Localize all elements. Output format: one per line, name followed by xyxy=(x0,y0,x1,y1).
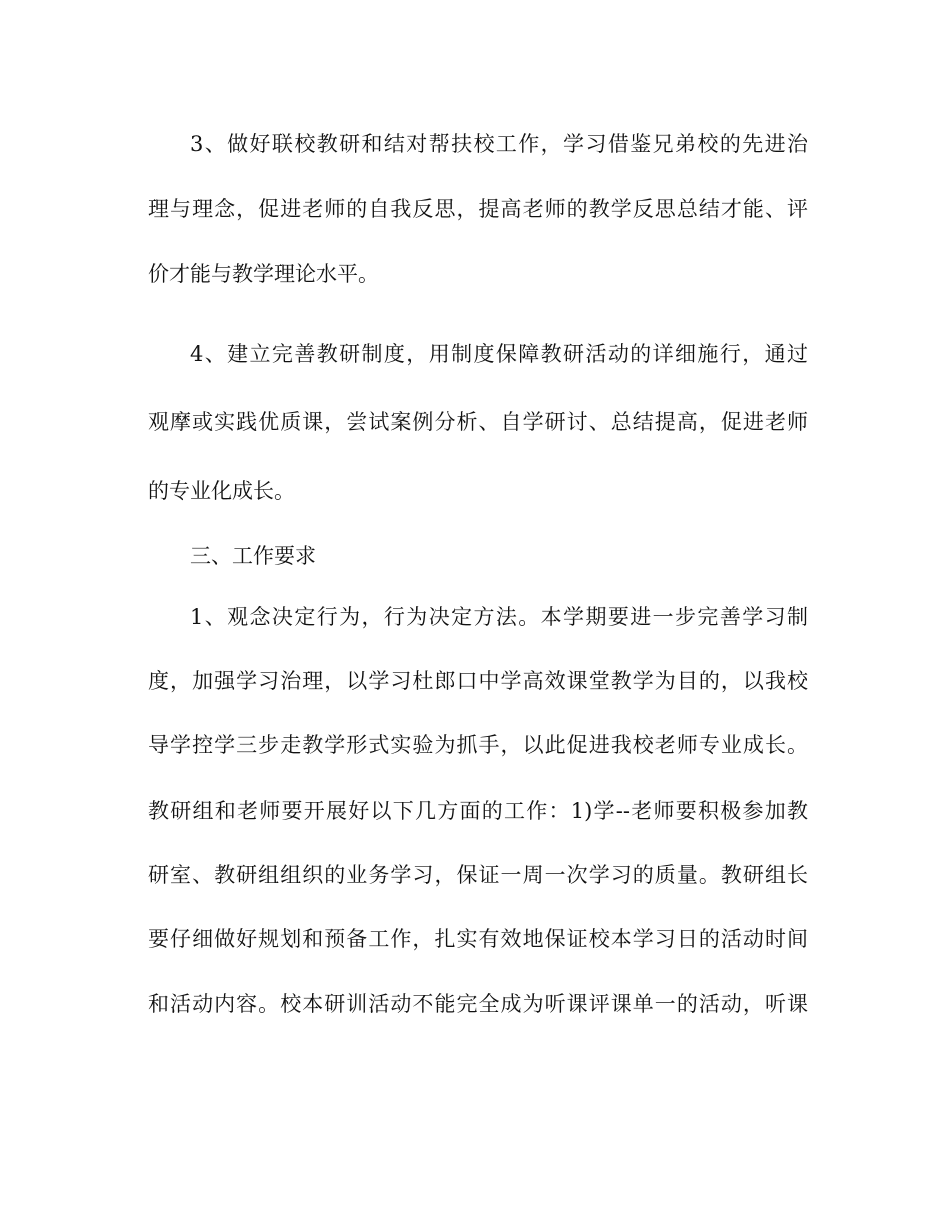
paragraph-3-line-3: 价才能与教学理论水平。 xyxy=(148,262,379,286)
paragraph-3-line-2: 理与理念，促进老师的自我反思，提高老师的教学反思总结才能、评 xyxy=(148,197,808,221)
section-heading-work-requirements: 三、工作要求 xyxy=(190,544,316,568)
requirement-1-line-5: 研室、教研组组织的业务学习，保证一周一次学习的质量。教研组长 xyxy=(148,863,808,887)
requirement-1-line-3: 导学控学三步走教学形式实验为抓手，以此促进我校老师专业成长。 xyxy=(148,733,808,757)
requirement-1-line-2: 度，加强学习治理，以学习杜郎口中学高效课堂教学为目的，以我校 xyxy=(148,669,808,693)
requirement-1-line-7: 和活动内容。校本研训活动不能完全成为听课评课单一的活动，听课 xyxy=(148,992,808,1016)
paragraph-4-line-2: 观摩或实践优质课，尝试案例分析、自学研讨、总结提高，促进老师 xyxy=(148,410,808,434)
paragraph-4-line-3: 的专业化成长。 xyxy=(148,479,295,503)
requirement-1-line-1: 1、观念决定行为，行为决定方法。本学期要进一步完善学习制 xyxy=(190,605,808,629)
paragraph-3-line-1: 3、做好联校教研和结对帮扶校工作，学习借鉴兄弟校的先进治 xyxy=(190,132,808,156)
requirement-1-line-4: 教研组和老师要开展好以下几方面的工作：1)学--老师要积极参加教 xyxy=(148,799,808,823)
paragraph-4-line-1: 4、建立完善教研制度，用制度保障教研活动的详细施行，通过 xyxy=(190,342,808,366)
requirement-1-line-6: 要仔细做好规划和预备工作，扎实有效地保证校本学习日的活动时间 xyxy=(148,927,808,951)
